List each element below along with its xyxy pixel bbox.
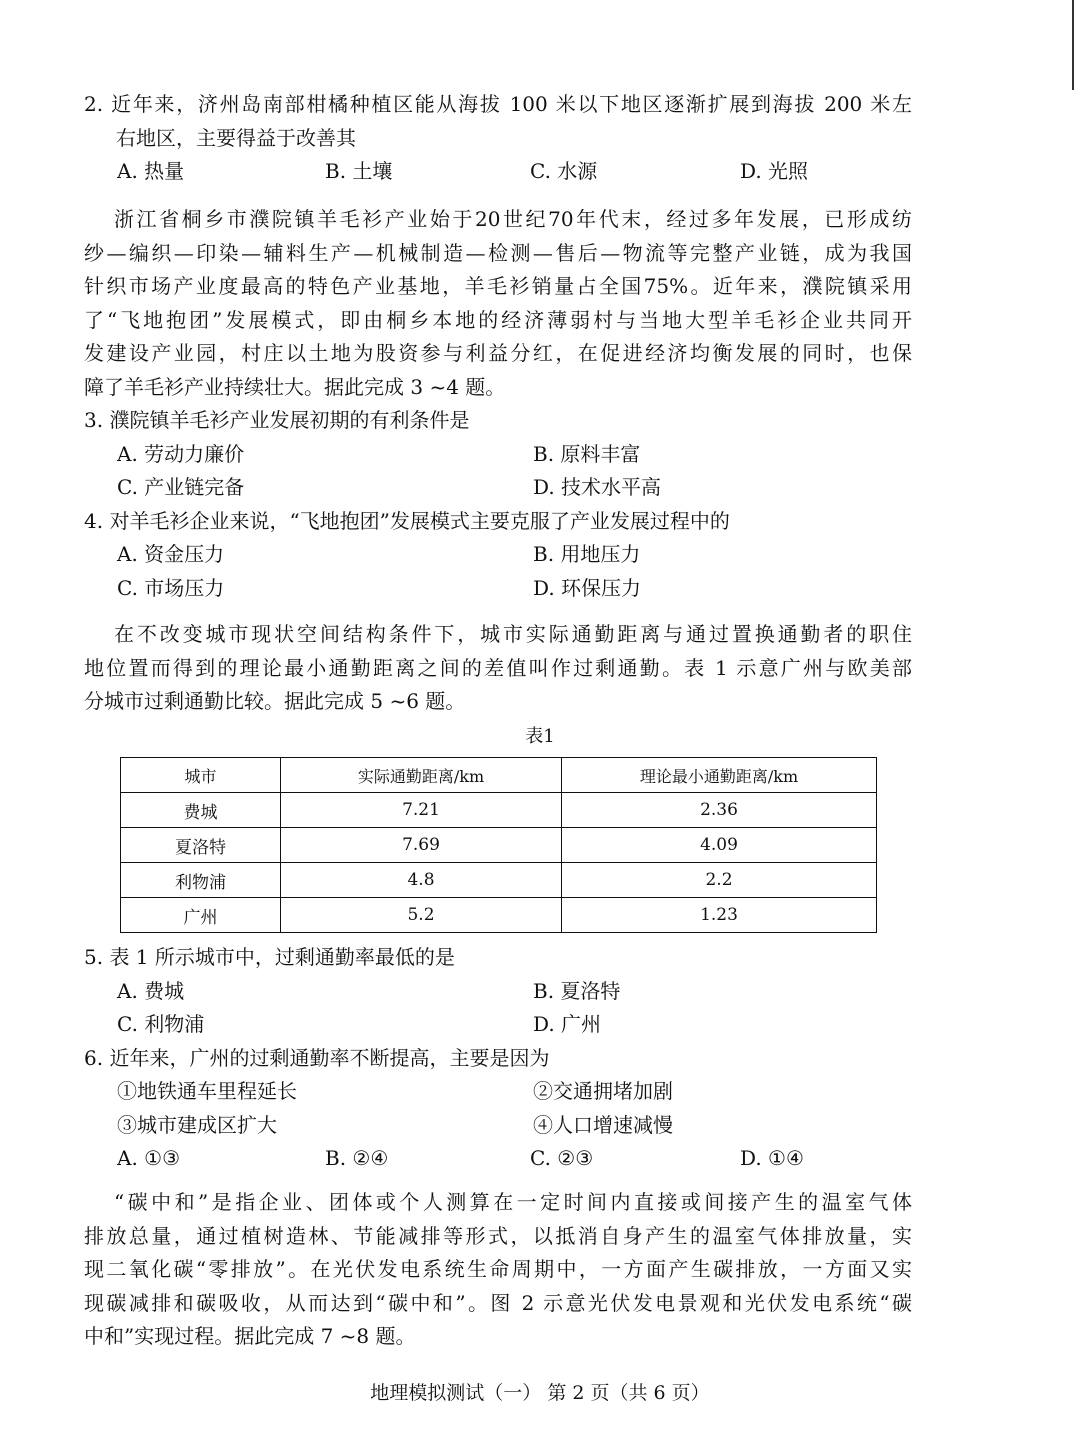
passage-2 xyxy=(84,618,912,719)
question-stem: 2. 近年来，济州岛南部柑橘种植区能从海拔 100 米以下地区逐渐扩展到海拔 200 米左 xyxy=(84,92,912,116)
option-a: A. 资金压力 xyxy=(117,542,225,566)
city-cell: 利物浦 xyxy=(121,863,281,898)
column-header: 实际通勤距离/km xyxy=(281,758,562,793)
passage-line: 现二氧化碳“零排放”。在光伏发电系统生命周期中，一方面产生碳排放，一方面又实 xyxy=(84,1257,912,1281)
value-cell: 7.69 xyxy=(281,828,562,863)
passage-line: 在不改变城市现状空间结构条件下，城市实际通勤距离与通过置换通勤者的职住 xyxy=(114,622,912,646)
question-stem: 右地区，主要得益于改善其 xyxy=(116,125,356,150)
option-a: A. 费城 xyxy=(117,978,185,1003)
table-row xyxy=(121,898,877,933)
value-cell: 2.2 xyxy=(562,863,877,898)
statement-2: ②交通拥堵加剧 xyxy=(533,1079,673,1103)
option-c: C. 市场压力 xyxy=(117,575,225,600)
option-d: D. 广州 xyxy=(533,1012,602,1036)
city-cell: 广州 xyxy=(121,898,281,933)
option-b: B. ②④ xyxy=(325,1146,389,1170)
option-a: A. ①③ xyxy=(117,1146,181,1170)
value-cell: 7.21 xyxy=(281,793,562,828)
questions-5-6 xyxy=(84,941,912,1176)
table-caption: 表1 xyxy=(525,726,555,747)
commute-table xyxy=(120,757,877,933)
passage-line: 纱—编织—印染—辅料生产—机械制造—检测—售后—物流等完整产业链，成为我国 xyxy=(84,240,912,265)
option-d: D. 环保压力 xyxy=(533,575,642,600)
passage-line: 浙江省桐乡市濮院镇羊毛衫产业始于20世纪70年代末，经过多年发展，已形成纺 xyxy=(114,207,912,231)
passage-1 xyxy=(84,203,912,605)
statement-4: ④人口增速减慢 xyxy=(533,1112,673,1137)
option-d: D. 光照 xyxy=(740,159,809,183)
question-3-stem: 3. 濮院镇羊毛衫产业发展初期的有利条件是 xyxy=(84,408,470,432)
passage-line: 排放总量，通过植树造林、节能减排等形式，以抵消自身产生的温室气体排放量，实 xyxy=(84,1223,912,1248)
passage-line: “碳中和”是指企业、团体或个人测算在一定时间内直接或间接产生的温室气体 xyxy=(114,1190,912,1214)
value-cell: 4.8 xyxy=(281,863,562,898)
value-cell: 2.36 xyxy=(562,793,877,828)
scan-edge xyxy=(1072,0,1080,90)
question-4-stem: 4. 对羊毛衫企业来说，“飞地抱团”发展模式主要克服了产业发展过程中的 xyxy=(84,508,730,533)
option-c: C. 产业链完备 xyxy=(117,475,245,499)
passage-line: 了“飞地抱团”发展模式，即由桐乡本地的经济薄弱村与当地大型羊毛衫企业共同开 xyxy=(84,307,912,332)
option-c: C. ②③ xyxy=(530,1146,594,1170)
column-header: 城市 xyxy=(121,758,281,793)
statement-1: ①地铁通车里程延长 xyxy=(117,1079,297,1103)
table-row xyxy=(121,863,877,898)
option-b: B. 夏洛特 xyxy=(533,978,621,1003)
table-row xyxy=(121,828,877,863)
passage-3 xyxy=(84,1186,912,1354)
option-c: C. 水源 xyxy=(530,159,598,183)
option-b: B. 原料丰富 xyxy=(533,441,641,466)
table-header-row xyxy=(121,758,877,793)
statement-3: ③城市建成区扩大 xyxy=(117,1112,277,1137)
value-cell: 4.09 xyxy=(562,828,877,863)
option-c: C. 利物浦 xyxy=(117,1012,205,1036)
option-d: D. ①④ xyxy=(740,1146,804,1170)
page-footer: 地理模拟测试（一） 第 2 页（共 6 页） xyxy=(370,1382,710,1404)
passage-line: 中和”实现过程。据此完成 7 ~8 题。 xyxy=(84,1324,416,1348)
option-b: B. 土壤 xyxy=(325,159,393,183)
table-row xyxy=(121,793,877,828)
option-a: A. 劳动力廉价 xyxy=(117,441,245,466)
question-5-stem: 5. 表 1 所示城市中，过剩通勤率最低的是 xyxy=(84,945,455,969)
passage-line: 现碳减排和碳吸收，从而达到“碳中和”。图 2 示意光伏发电景观和光伏发电系统“碳 xyxy=(84,1290,912,1315)
city-cell: 费城 xyxy=(121,793,281,828)
value-cell: 1.23 xyxy=(562,898,877,933)
column-header: 理论最小通勤距离/km xyxy=(562,758,877,793)
option-a: A. 热量 xyxy=(117,159,185,183)
value-cell: 5.2 xyxy=(281,898,562,933)
passage-line: 分城市过剩通勤比较。据此完成 5 ~6 题。 xyxy=(84,689,466,713)
city-cell: 夏洛特 xyxy=(121,828,281,863)
question-2 xyxy=(84,88,912,189)
question-6-stem: 6. 近年来，广州的过剩通勤率不断提高，主要是因为 xyxy=(84,1045,550,1070)
passage-line: 针织市场产业度最高的特色产业基地，羊毛衫销量占全国75%。近年来，濮院镇采用 xyxy=(84,274,912,298)
passage-line: 障了羊毛衫产业持续壮大。据此完成 3 ~4 题。 xyxy=(84,374,506,399)
option-d: D. 技术水平高 xyxy=(533,475,662,499)
passage-line: 发建设产业园，村庄以土地为股资参与利益分红，在促进经济均衡发展的同时，也保 xyxy=(84,341,912,365)
passage-line: 地位置而得到的理论最小通勤距离之间的差值叫作过剩通勤。表 1 示意广州与欧美部 xyxy=(84,655,912,680)
option-b: B. 用地压力 xyxy=(533,542,641,566)
